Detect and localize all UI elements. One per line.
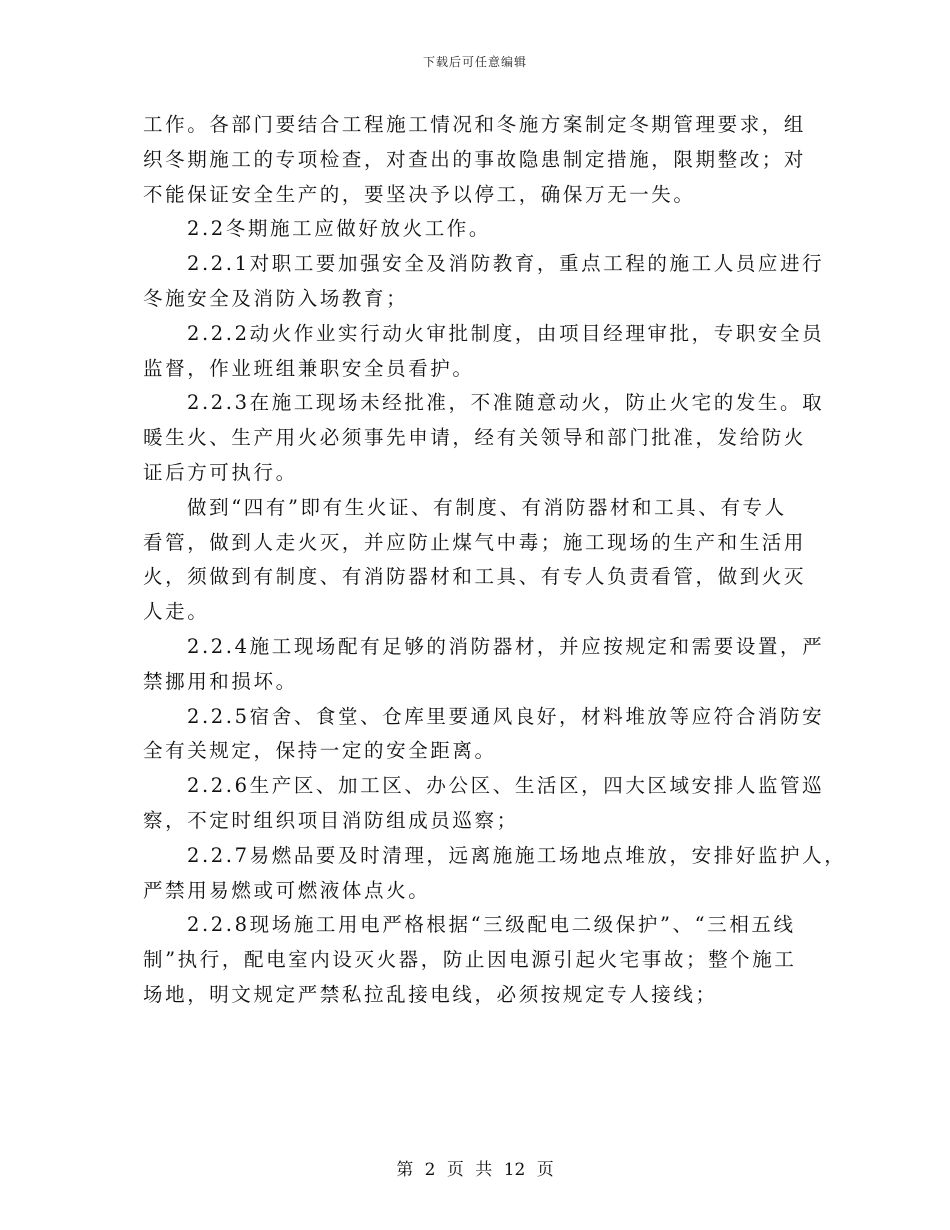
text-line: 监督，作业班组兼职安全员看护。: [143, 356, 475, 380]
page-footer: 第 2 页 共 12 页: [396, 1160, 554, 1180]
text-line: 不能保证安全生产的，要坚决予以停工，确保万无一失。: [143, 182, 696, 206]
text-line: 2.2.8现场施工用电严格根据“三级配电二级保护”、“三相五线: [187, 913, 796, 937]
text-line: 全有关规定，保持一定的安全距离。: [143, 739, 497, 763]
text-line: 2.2.7易燃品要及时清理，远离施施工场地点堆放，安排好监护人，: [187, 843, 847, 867]
text-line: 2.2.6生产区、加工区、办公区、生活区，四大区域安排人监管巡: [187, 774, 825, 798]
text-line: 人走。: [143, 600, 210, 624]
text-line: 做到“四有”即有生火证、有制度、有消防器材和工具、有专人: [187, 495, 787, 519]
text-line: 严禁用易燃或可燃液体点火。: [143, 878, 431, 902]
page-header: 下载后可任意编辑: [422, 55, 527, 69]
text-line: 场地，明文规定严禁私拉乱接电线，必须按规定专人接线；: [143, 982, 718, 1006]
text-line: 看管，做到人走火灭，并应防止煤气中毒；施工现场的生产和生活用: [143, 530, 807, 554]
text-line: 冬施安全及消防入场教育；: [143, 286, 409, 310]
text-line: 禁挪用和损坏。: [143, 669, 298, 693]
text-line: 察，不定时组织项目消防组成员巡察；: [143, 808, 519, 832]
text-line: 2.2.4施工现场配有足够的消防器材，并应按规定和需要设置，严: [187, 634, 825, 658]
text-line: 2.2冬期施工应做好放火工作。: [187, 217, 492, 241]
text-line: 工作。各部门要结合工程施工情况和冬施方案制定冬期管理要求，组: [143, 113, 807, 136]
text-line: 制”执行，配电室内设灭火器，防止因电源引起火宅事故；整个施工: [143, 948, 797, 972]
text-line: 暖生火、生产用火必须事先申请，经有关领导和部门批准，发给防火: [143, 426, 807, 450]
text-line: 2.2.5宿舍、食堂、仓库里要通风良好，材料堆放等应符合消防安: [187, 704, 825, 728]
document-body: [143, 108, 847, 1013]
text-line: 2.2.3在施工现场未经批准，不准随意动火，防止火宅的发生。取: [187, 391, 825, 415]
text-line: 2.2.1对职工要加强安全及消防教育，重点工程的施工人员应进行: [187, 252, 825, 276]
text-line: 火，须做到有制度、有消防器材和工具、有专人负责看管，做到火灭: [143, 565, 807, 589]
text-line: 织冬期施工的专项检查，对查出的事故隐患制定措施，限期整改；对: [143, 147, 807, 171]
text-line: 2.2.2动火作业实行动火审批制度，由项目经理审批，专职安全员: [187, 321, 825, 345]
text-line: 证后方可执行。: [143, 460, 298, 484]
